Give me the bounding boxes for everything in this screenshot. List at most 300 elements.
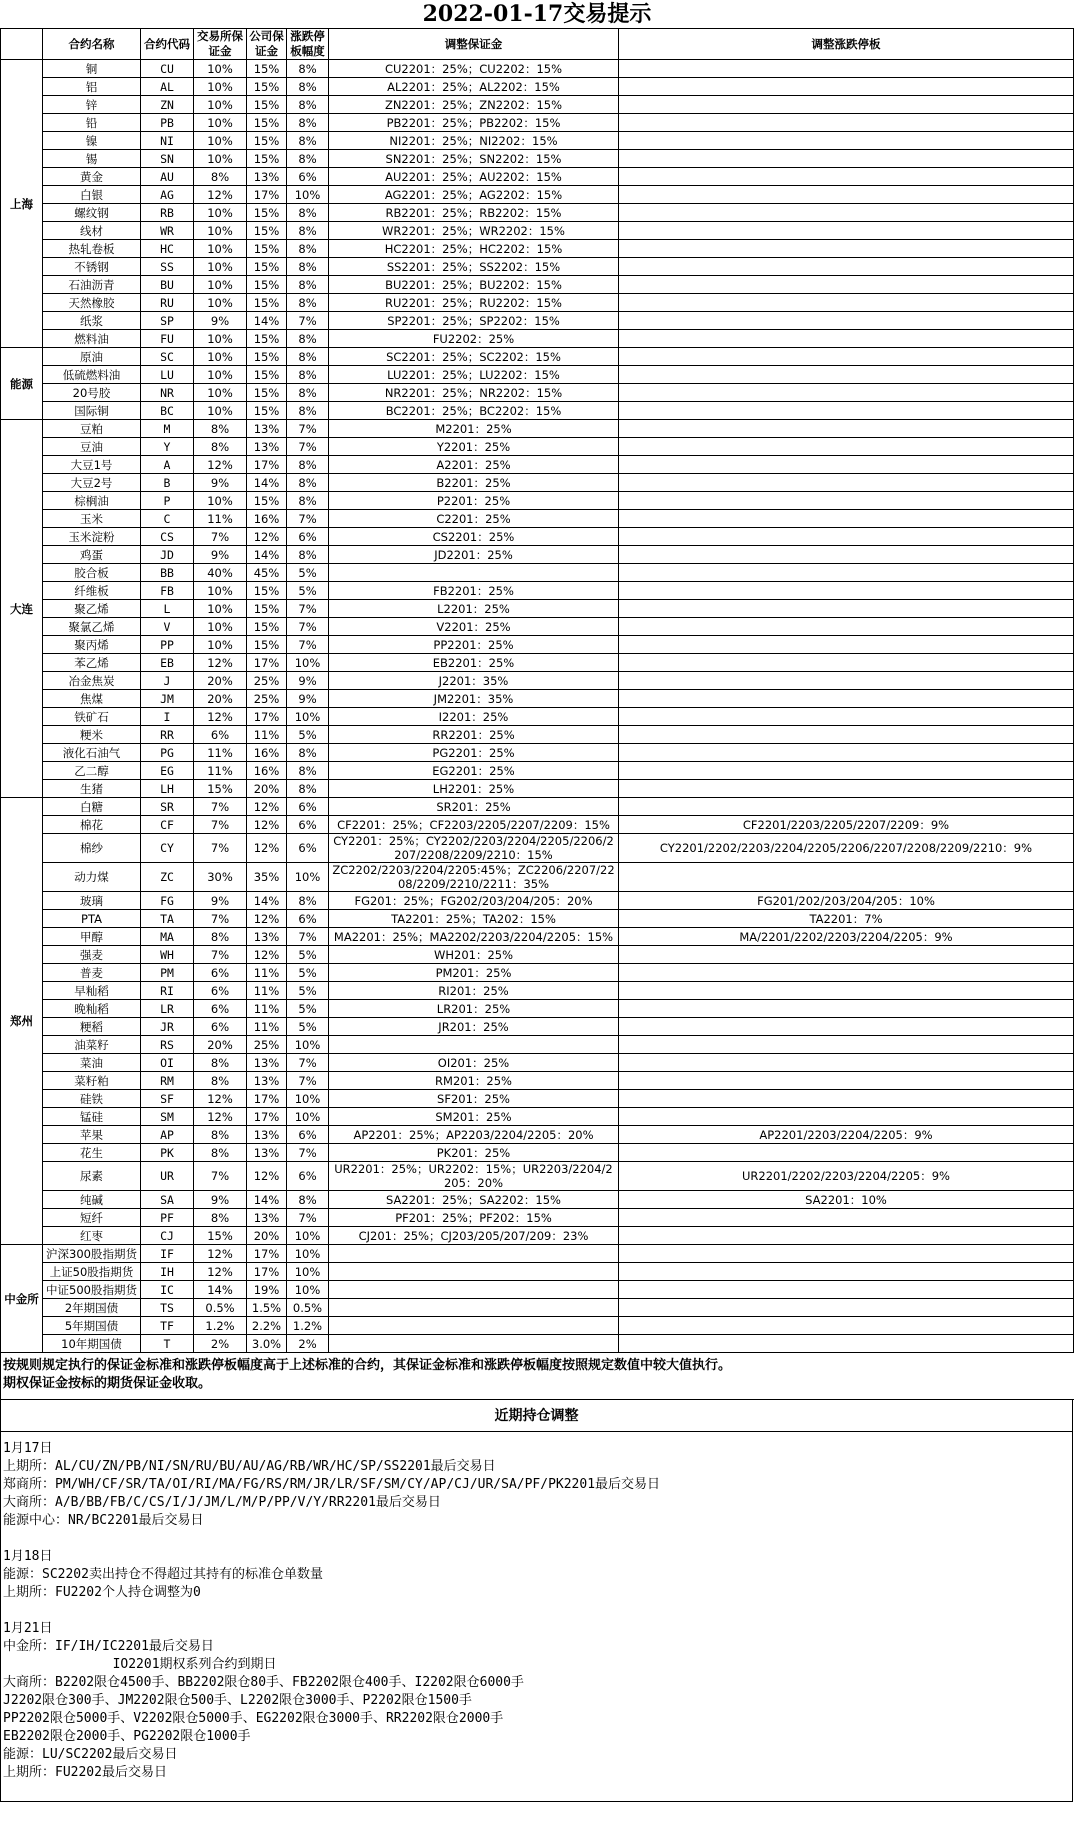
table-row (1, 510, 1074, 528)
adjusted-limit (619, 168, 1074, 186)
contract-name: 线材 (43, 222, 141, 240)
adjusted-margin: SA2201：25%；SA2202：15% (329, 1191, 619, 1209)
adjusted-margin: AP2201：25%；AP2203/2204/2205：20% (329, 1126, 619, 1144)
exchange-margin: 12% (194, 1263, 247, 1281)
contract-name: 硅铁 (43, 1090, 141, 1108)
limit-range: 8% (287, 402, 329, 420)
adjusted-margin: PM201：25% (329, 964, 619, 982)
company-margin: 13% (247, 420, 287, 438)
limit-range: 7% (287, 420, 329, 438)
recent-line: 大商所：A/B/BB/FB/C/CS/I/J/JM/L/M/P/PP/V/Y/RR2201最后交易日 (3, 1495, 441, 1510)
contract-name: 苹果 (43, 1126, 141, 1144)
adjusted-margin: PG2201：25% (329, 744, 619, 762)
limit-range: 6% (287, 168, 329, 186)
contract-code: IF (141, 1245, 194, 1263)
adjusted-margin: RU2201：25%；RU2202：15% (329, 294, 619, 312)
company-margin: 12% (247, 816, 287, 834)
table-row (1, 402, 1074, 420)
table-row (1, 456, 1074, 474)
exchange-margin: 15% (194, 1227, 247, 1245)
contract-code: AP (141, 1126, 194, 1144)
adjusted-margin (329, 564, 619, 582)
exchange-margin: 20% (194, 690, 247, 708)
exchange-margin: 10% (194, 114, 247, 132)
limit-range: 8% (287, 222, 329, 240)
company-margin: 16% (247, 762, 287, 780)
adjusted-margin: SF201：25% (329, 1090, 619, 1108)
limit-range: 7% (287, 1144, 329, 1162)
adjusted-limit (619, 258, 1074, 276)
limit-range: 7% (287, 1072, 329, 1090)
table-row (1, 618, 1074, 636)
rules-note (0, 1353, 1074, 1400)
header-contract-name: 合约名称 (43, 29, 141, 60)
adjusted-limit (619, 330, 1074, 348)
adjusted-margin: A2201：25% (329, 456, 619, 474)
contract-name: 聚氯乙烯 (43, 618, 141, 636)
company-margin: 15% (247, 582, 287, 600)
table-row (1, 582, 1074, 600)
limit-range: 6% (287, 816, 329, 834)
table-row (1, 96, 1074, 114)
company-margin: 15% (247, 222, 287, 240)
adjusted-limit (619, 1072, 1074, 1090)
limit-range: 5% (287, 726, 329, 744)
limit-range: 8% (287, 366, 329, 384)
exchange-margin: 6% (194, 982, 247, 1000)
limit-range: 8% (287, 762, 329, 780)
company-margin: 15% (247, 618, 287, 636)
limit-range: 5% (287, 946, 329, 964)
limit-range: 5% (287, 564, 329, 582)
contract-name: 白银 (43, 186, 141, 204)
contract-name: 鸡蛋 (43, 546, 141, 564)
exchange-margin: 7% (194, 910, 247, 928)
company-margin: 15% (247, 294, 287, 312)
exchange-margin: 10% (194, 204, 247, 222)
recent-line: EB2202限仓2000手、PG2202限仓1000手 (3, 1729, 251, 1744)
adjusted-limit (619, 690, 1074, 708)
adjusted-margin: NR2201：25%；NR2202：15% (329, 384, 619, 402)
header-exchange-margin: 交易所保证金 (194, 29, 247, 60)
exchange-margin: 9% (194, 312, 247, 330)
adjusted-margin: LR201：25% (329, 1000, 619, 1018)
table-row (1, 528, 1074, 546)
exchange-margin: 9% (194, 1191, 247, 1209)
exchange-margin: 10% (194, 78, 247, 96)
table-row (1, 474, 1074, 492)
table-row (1, 1299, 1074, 1317)
limit-range: 10% (287, 654, 329, 672)
company-margin: 14% (247, 312, 287, 330)
adjusted-margin: RR2201：25% (329, 726, 619, 744)
contract-name: 花生 (43, 1144, 141, 1162)
table-row (1, 946, 1074, 964)
company-margin: 17% (247, 186, 287, 204)
adjusted-limit (619, 982, 1074, 1000)
contract-name: 菜籽粕 (43, 1072, 141, 1090)
contract-code: MA (141, 928, 194, 946)
exchange-margin: 8% (194, 1209, 247, 1227)
contract-name: 黄金 (43, 168, 141, 186)
adjusted-margin (329, 1335, 619, 1353)
contract-name: 棉纱 (43, 834, 141, 863)
company-margin: 15% (247, 384, 287, 402)
limit-range: 7% (287, 438, 329, 456)
company-margin: 12% (247, 834, 287, 863)
adjusted-margin: JM2201：35% (329, 690, 619, 708)
exchange-margin: 20% (194, 1036, 247, 1054)
adjusted-limit (619, 204, 1074, 222)
contract-code: SR (141, 798, 194, 816)
contract-code: BB (141, 564, 194, 582)
page-title: 2022-01-17交易提示 (422, 1, 652, 27)
adjusted-limit (619, 1209, 1074, 1227)
contract-code: SC (141, 348, 194, 366)
contract-name: 晚籼稻 (43, 1000, 141, 1018)
contract-code: B (141, 474, 194, 492)
contract-name: 纸浆 (43, 312, 141, 330)
table-row (1, 1191, 1074, 1209)
exchange-margin: 12% (194, 1108, 247, 1126)
table-row (1, 816, 1074, 834)
contract-code: SP (141, 312, 194, 330)
limit-range: 2% (287, 1335, 329, 1353)
exchange-group-label: 郑州 (1, 798, 43, 1245)
adjusted-limit (619, 60, 1074, 78)
exchange-margin: 15% (194, 780, 247, 798)
limit-range: 8% (287, 132, 329, 150)
contract-name: 沪深300股指期货 (43, 1245, 141, 1263)
adjusted-limit (619, 1227, 1074, 1245)
company-margin: 17% (247, 1090, 287, 1108)
contract-name: 锰硅 (43, 1108, 141, 1126)
recent-day-block (3, 1620, 1070, 1782)
exchange-margin: 7% (194, 816, 247, 834)
table-row (1, 330, 1074, 348)
company-margin: 12% (247, 798, 287, 816)
adjusted-margin: FB2201：25% (329, 582, 619, 600)
contract-name: 锌 (43, 96, 141, 114)
table-row (1, 798, 1074, 816)
contract-code: L (141, 600, 194, 618)
contract-code: PB (141, 114, 194, 132)
company-margin: 15% (247, 330, 287, 348)
contract-name: 红枣 (43, 1227, 141, 1245)
company-margin: 15% (247, 258, 287, 276)
adjusted-margin: ZC2202/2203/2204/2205:45%；ZC2206/2207/2208/2209/2210/2211：35% (329, 863, 619, 892)
contract-code: LR (141, 1000, 194, 1018)
contract-name: 冶金焦炭 (43, 672, 141, 690)
exchange-margin: 12% (194, 708, 247, 726)
contract-code: SS (141, 258, 194, 276)
exchange-margin: 7% (194, 946, 247, 964)
company-margin: 15% (247, 96, 287, 114)
contract-name: 粳稻 (43, 1018, 141, 1036)
table-row (1, 294, 1074, 312)
limit-range: 8% (287, 492, 329, 510)
exchange-margin: 10% (194, 366, 247, 384)
contract-code: AL (141, 78, 194, 96)
adjusted-margin: CY2201：25%；CY2202/2203/2204/2205/2206/2207/2208/2209/2210：15% (329, 834, 619, 863)
table-row (1, 600, 1074, 618)
adjusted-limit (619, 402, 1074, 420)
contract-code: HC (141, 240, 194, 258)
exchange-margin: 10% (194, 276, 247, 294)
header-limit-range: 涨跌停板幅度 (287, 29, 329, 60)
contract-name: 早籼稻 (43, 982, 141, 1000)
adjusted-limit (619, 312, 1074, 330)
limit-range: 8% (287, 892, 329, 910)
limit-range: 7% (287, 618, 329, 636)
contract-code: EB (141, 654, 194, 672)
table-row (1, 492, 1074, 510)
contract-code: CJ (141, 1227, 194, 1245)
recent-date: 1月21日 (3, 1621, 53, 1636)
limit-range: 8% (287, 276, 329, 294)
recent-line: IO2201期权系列合约到期日 (3, 1657, 277, 1672)
contract-code: SM (141, 1108, 194, 1126)
contract-code: JR (141, 1018, 194, 1036)
company-margin: 17% (247, 1108, 287, 1126)
contract-code: AG (141, 186, 194, 204)
adjusted-margin: ZN2201：25%；ZN2202：15% (329, 96, 619, 114)
adjusted-margin: RB2201：25%；RB2202：15% (329, 204, 619, 222)
recent-line: 能源中心：NR/BC2201最后交易日 (3, 1513, 204, 1528)
contract-code: IC (141, 1281, 194, 1299)
exchange-margin: 9% (194, 892, 247, 910)
contract-code: EG (141, 762, 194, 780)
adjusted-margin (329, 1036, 619, 1054)
contract-name: 低硫燃料油 (43, 366, 141, 384)
adjusted-margin: EB2201：25% (329, 654, 619, 672)
adjusted-limit (619, 510, 1074, 528)
adjusted-limit (619, 276, 1074, 294)
table-row (1, 928, 1074, 946)
company-margin: 11% (247, 1000, 287, 1018)
adjusted-margin: CJ201：25%；CJ203/205/207/209：23% (329, 1227, 619, 1245)
limit-range: 7% (287, 928, 329, 946)
recent-line: 上期所：AL/CU/ZN/PB/NI/SN/RU/BU/AU/AG/RB/WR/HC/SP/SS2201最后交易日 (3, 1459, 496, 1474)
table-row (1, 1317, 1074, 1335)
company-margin: 25% (247, 672, 287, 690)
adjusted-margin: SN2201：25%；SN2202：15% (329, 150, 619, 168)
table-row (1, 438, 1074, 456)
recent-date: 1月18日 (3, 1549, 53, 1564)
adjusted-margin: AG2201：25%；AG2202：15% (329, 186, 619, 204)
exchange-margin: 12% (194, 654, 247, 672)
exchange-margin: 8% (194, 1072, 247, 1090)
table-row (1, 744, 1074, 762)
contract-name: PTA (43, 910, 141, 928)
adjusted-limit: CY2201/2202/2203/2204/2205/2206/2207/2208/2209/2210：9% (619, 834, 1074, 863)
adjusted-margin: WR2201：25%；WR2202：15% (329, 222, 619, 240)
table-row (1, 1072, 1074, 1090)
adjusted-margin (329, 1245, 619, 1263)
limit-range: 10% (287, 1090, 329, 1108)
adjusted-limit (619, 114, 1074, 132)
exchange-margin: 10% (194, 60, 247, 78)
contract-name: 白糖 (43, 798, 141, 816)
adjusted-limit (619, 726, 1074, 744)
adjusted-limit (619, 438, 1074, 456)
exchange-margin: 10% (194, 132, 247, 150)
limit-range: 9% (287, 672, 329, 690)
company-margin: 13% (247, 1144, 287, 1162)
adjusted-margin: NI2201：25%；NI2202：15% (329, 132, 619, 150)
company-margin: 13% (247, 438, 287, 456)
contract-name: 铅 (43, 114, 141, 132)
adjusted-limit (619, 420, 1074, 438)
exchange-group-label: 大连 (1, 420, 43, 798)
exchange-margin: 12% (194, 456, 247, 474)
exchange-margin: 12% (194, 1090, 247, 1108)
adjusted-margin: SC2201：25%；SC2202：15% (329, 348, 619, 366)
table-row (1, 654, 1074, 672)
adjusted-limit: SA2201：10% (619, 1191, 1074, 1209)
adjusted-margin: PF201：25%；PF202：15% (329, 1209, 619, 1227)
limit-range: 10% (287, 708, 329, 726)
adjusted-limit (619, 564, 1074, 582)
recent-line: 上期所：FU2202个人持仓调整为0 (3, 1585, 201, 1600)
table-row (1, 834, 1074, 863)
adjusted-limit (619, 582, 1074, 600)
company-margin: 14% (247, 892, 287, 910)
company-margin: 15% (247, 348, 287, 366)
contract-name: 镍 (43, 132, 141, 150)
limit-range: 10% (287, 1245, 329, 1263)
company-margin: 17% (247, 1245, 287, 1263)
company-margin: 19% (247, 1281, 287, 1299)
table-body (1, 60, 1074, 1353)
company-margin: 35% (247, 863, 287, 892)
contract-code: C (141, 510, 194, 528)
adjusted-limit (619, 348, 1074, 366)
contract-code: BC (141, 402, 194, 420)
limit-range: 10% (287, 863, 329, 892)
limit-range: 6% (287, 798, 329, 816)
company-margin: 15% (247, 492, 287, 510)
adjusted-margin: TA2201：25%；TA202：15% (329, 910, 619, 928)
adjusted-margin (329, 1317, 619, 1335)
adjusted-margin: AU2201：25%；AU2202：15% (329, 168, 619, 186)
adjusted-margin: M2201：25% (329, 420, 619, 438)
adjusted-limit (619, 744, 1074, 762)
company-margin: 14% (247, 546, 287, 564)
company-margin: 11% (247, 1018, 287, 1036)
limit-range: 8% (287, 96, 329, 114)
contract-code: PK (141, 1144, 194, 1162)
contract-name: 液化石油气 (43, 744, 141, 762)
exchange-margin: 2% (194, 1335, 247, 1353)
limit-range: 8% (287, 114, 329, 132)
limit-range: 8% (287, 1191, 329, 1209)
table-row (1, 420, 1074, 438)
exchange-margin: 8% (194, 928, 247, 946)
contract-name: 天然橡胶 (43, 294, 141, 312)
adjusted-margin: PP2201：25% (329, 636, 619, 654)
adjusted-limit (619, 222, 1074, 240)
adjusted-margin (329, 1299, 619, 1317)
table-row (1, 114, 1074, 132)
recent-date: 1月17日 (3, 1441, 53, 1456)
adjusted-limit (619, 762, 1074, 780)
contract-code: BU (141, 276, 194, 294)
adjusted-limit: TA2201：7% (619, 910, 1074, 928)
contract-name: 大豆2号 (43, 474, 141, 492)
limit-range: 8% (287, 546, 329, 564)
table-row (1, 1090, 1074, 1108)
adjusted-limit (619, 384, 1074, 402)
adjusted-limit (619, 96, 1074, 114)
table-row (1, 1126, 1074, 1144)
exchange-margin: 11% (194, 762, 247, 780)
adjusted-limit (619, 618, 1074, 636)
contract-code: SN (141, 150, 194, 168)
exchange-margin: 8% (194, 1054, 247, 1072)
adjusted-limit (619, 964, 1074, 982)
adjusted-limit (619, 1299, 1074, 1317)
table-row (1, 708, 1074, 726)
exchange-margin: 10% (194, 222, 247, 240)
limit-range: 8% (287, 474, 329, 492)
table-row (1, 348, 1074, 366)
company-margin: 16% (247, 744, 287, 762)
limit-range: 1.2% (287, 1317, 329, 1335)
limit-range: 10% (287, 1036, 329, 1054)
company-margin: 25% (247, 1036, 287, 1054)
contract-code: CY (141, 834, 194, 863)
company-margin: 25% (247, 690, 287, 708)
adjusted-limit (619, 1018, 1074, 1036)
contract-code: RI (141, 982, 194, 1000)
exchange-margin: 9% (194, 474, 247, 492)
table-row (1, 1000, 1074, 1018)
table-row (1, 982, 1074, 1000)
contract-name: 甲醇 (43, 928, 141, 946)
contract-code: UR (141, 1162, 194, 1191)
adjusted-limit (619, 150, 1074, 168)
adjusted-margin: SR201：25% (329, 798, 619, 816)
table-row (1, 60, 1074, 78)
adjusted-margin: SS2201：25%；SS2202：15% (329, 258, 619, 276)
table-header-row (1, 29, 1074, 60)
recent-day-block (3, 1440, 1070, 1530)
limit-range: 8% (287, 258, 329, 276)
contract-name: 玻璃 (43, 892, 141, 910)
adjusted-margin: MA2201：25%；MA2202/2203/2204/2205：15% (329, 928, 619, 946)
contract-code: JD (141, 546, 194, 564)
limit-range: 5% (287, 1000, 329, 1018)
recent-adjustments-title: 近期持仓调整 (0, 1400, 1073, 1432)
limit-range: 7% (287, 1209, 329, 1227)
company-margin: 15% (247, 240, 287, 258)
company-margin: 17% (247, 708, 287, 726)
adjusted-margin: BC2201：25%；BC2202：15% (329, 402, 619, 420)
contract-name: 国际铜 (43, 402, 141, 420)
margin-table (0, 28, 1074, 1353)
contract-code: CS (141, 528, 194, 546)
adjusted-margin: B2201：25% (329, 474, 619, 492)
adjusted-limit (619, 546, 1074, 564)
contract-code: LU (141, 366, 194, 384)
company-margin: 17% (247, 654, 287, 672)
adjusted-limit (619, 474, 1074, 492)
exchange-margin: 10% (194, 636, 247, 654)
adjusted-margin: RI201：25% (329, 982, 619, 1000)
company-margin: 20% (247, 1227, 287, 1245)
contract-name: 油菜籽 (43, 1036, 141, 1054)
